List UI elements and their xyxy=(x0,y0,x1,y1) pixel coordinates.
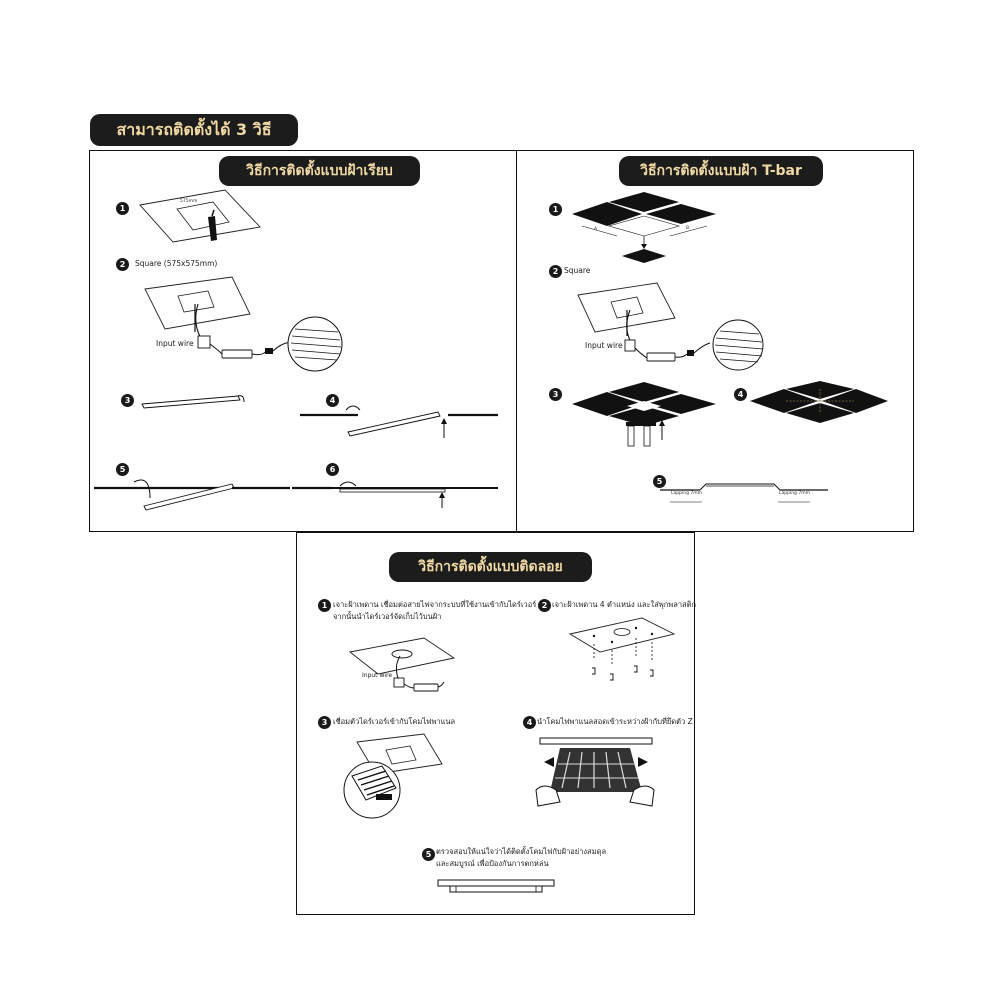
tbar-step-5-number: 5 xyxy=(653,475,666,488)
flush-step-2-illustration xyxy=(140,274,350,384)
surface-step-1-line-2: จากนั้นนำไดร์เวอร์จัดเก็บไว้บนฝ้า xyxy=(333,612,442,621)
flush-install-title: วิธีการติดตั้งแบบฝ้าเรียบ xyxy=(219,156,420,186)
flush-step-3-number: 3 xyxy=(121,394,134,407)
surface-step-5-illustration xyxy=(436,878,556,900)
tbar-step-2-illustration xyxy=(575,280,775,385)
tbar-input-wire-label: Input wire xyxy=(585,341,623,350)
tbar-step-3-illustration xyxy=(572,382,717,457)
tbar-step-3-number: 3 xyxy=(549,388,562,401)
flush-step-1-illustration xyxy=(135,185,265,245)
surface-step-2-text: เจาะฝ้าเพดาน 4 ตำแหน่ง และใส่พุกพลาสติก xyxy=(552,600,697,609)
surface-step-2-number: 2 xyxy=(538,599,551,612)
flush-step-2-number: 2 xyxy=(116,258,129,271)
surface-step-5-line-1: ตรวจสอบให้แน่ใจว่าได้ติดตั้งโคมไฟกับฝ้าอย่างสมดุล xyxy=(436,847,607,856)
tbar-step-2-number: 2 xyxy=(549,265,562,278)
surface-step-1-illustration xyxy=(348,630,458,698)
flush-step-5-illustration xyxy=(92,470,292,512)
flush-step-1-number: 1 xyxy=(116,202,129,215)
surface-install-title: วิธีการติดตั้งแบบติดลอย xyxy=(389,552,592,582)
surface-step-3-number: 3 xyxy=(318,716,331,729)
tbar-label-b: B xyxy=(686,226,690,231)
surface-step-3-illustration xyxy=(342,732,447,822)
flush-step-6-illustration xyxy=(300,476,500,511)
tbar-step-4-illustration xyxy=(750,381,890,426)
tbar-install-title: วิธีการติดตั้งแบบฝ้า T-bar xyxy=(619,156,823,186)
surface-step-3-text: เชื่อมตัวไดร์เวอร์เข้ากับโคมไฟพาแนล xyxy=(333,717,456,726)
flush-step-6-number: 6 xyxy=(326,463,339,476)
tbar-lapping-right: Lapping 7mm xyxy=(779,491,810,496)
surface-step-1-line-1: เจาะฝ้าเพดาน เชื่อมต่อสายไฟจากระบบที่ใช้งานเข้ากับไดร์เวอร์ xyxy=(333,600,537,609)
flush-step-4-number: 4 xyxy=(326,394,339,407)
surface-step-4-illustration xyxy=(530,736,660,816)
surface-step-5-line-2: และสมบูรณ์ เพื่อป้องกันการตกหล่น xyxy=(436,859,549,868)
surface-step-5-number: 5 xyxy=(422,848,435,861)
surface-step-4-number: 4 xyxy=(523,716,536,729)
tbar-label-a: A xyxy=(594,227,598,232)
surface-step-1-number: 1 xyxy=(318,599,331,612)
main-title: สามารถติดตั้งได้ 3 วิธี xyxy=(90,114,298,146)
flush-step-4-illustration xyxy=(298,400,503,445)
flush-step-5-number: 5 xyxy=(116,463,129,476)
flush-square-label: Square (575x575mm) xyxy=(135,259,218,268)
tbar-lapping-left: Lapping 7mm xyxy=(671,491,702,496)
tbar-step-4-number: 4 xyxy=(734,388,747,401)
surface-input-wire-label: Input wire xyxy=(362,672,393,679)
flush-step-3-illustration xyxy=(140,392,250,412)
flush-dim-label: 575mm xyxy=(180,199,198,204)
flush-input-wire-label: Input wire xyxy=(156,339,194,348)
surface-step-2-illustration xyxy=(568,612,676,687)
tbar-square-label: Square xyxy=(564,266,591,275)
surface-step-4-text: นำโคมไฟพาแนลสอดเข้าระหว่างฝ้ากับที่ยึดตัว Z xyxy=(537,717,693,726)
tbar-step-1-number: 1 xyxy=(549,203,562,216)
